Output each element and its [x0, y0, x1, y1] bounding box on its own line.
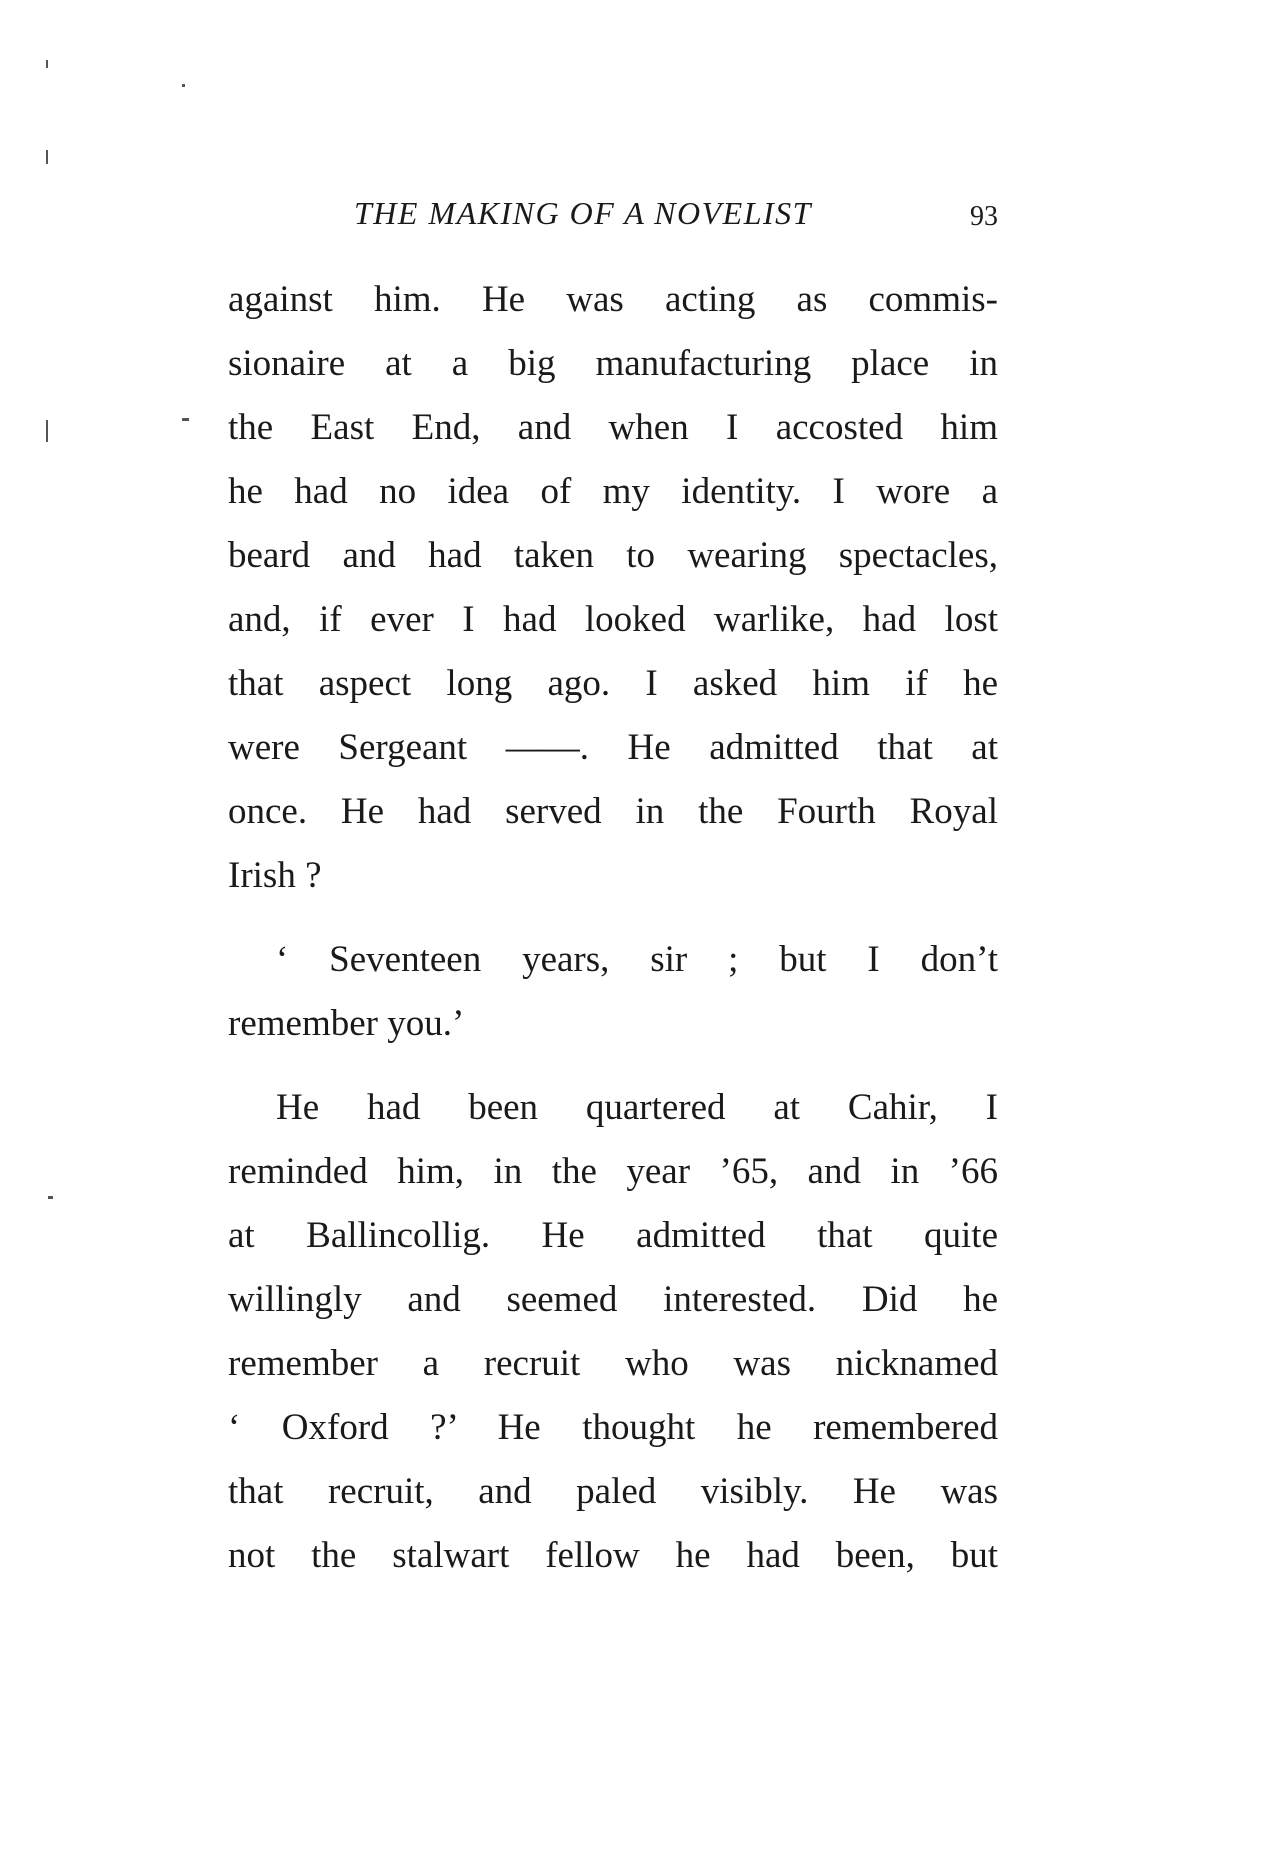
- text-line: and, if ever I had looked warlike, had lost: [228, 599, 998, 640]
- scan-speck: [46, 420, 48, 442]
- text-line: at Ballincollig. He admitted that quite: [228, 1215, 998, 1256]
- scan-speck: [46, 60, 48, 68]
- text-line: ‘ Oxford ?’ He thought he remembered: [228, 1407, 998, 1448]
- paragraph: [228, 1076, 998, 1588]
- paragraph: [228, 268, 998, 908]
- text-line: were Sergeant ——. He admitted that at: [228, 727, 998, 768]
- text-line: reminded him, in the year ’65, and in ’66: [228, 1151, 998, 1192]
- scan-speck: [48, 1196, 53, 1199]
- text-line: sionaire at a big manufacturing place in: [228, 343, 998, 384]
- paragraph: [228, 928, 998, 1056]
- text-line: willingly and seemed interested. Did he: [228, 1279, 998, 1320]
- scan-speck: [182, 418, 189, 421]
- text-line: he had no idea of my identity. I wore a: [228, 471, 998, 512]
- text-line: that recruit, and paled visibly. He was: [228, 1471, 998, 1512]
- text-line: not the stalwart fellow he had been, but: [228, 1535, 998, 1576]
- page-number: 93: [970, 201, 998, 232]
- text-line: He had been quartered at Cahir, I: [276, 1087, 998, 1128]
- text-line: ‘ Seventeen years, sir ; but I don’t: [276, 939, 998, 980]
- text-line: remember you.’: [228, 1003, 465, 1044]
- running-head: [228, 188, 998, 238]
- text-line: the East End, and when I accosted him: [228, 407, 998, 448]
- body-text: [228, 268, 998, 1588]
- text-line: remember a recruit who was nicknamed: [228, 1343, 998, 1384]
- text-line: against him. He was acting as commis-: [228, 279, 998, 320]
- text-line: once. He had served in the Fourth Royal: [228, 791, 998, 832]
- scan-speck: [182, 84, 185, 87]
- text-line: that aspect long ago. I asked him if he: [228, 663, 998, 704]
- scan-speck: [46, 150, 48, 164]
- running-title: THE MAKING OF A NOVELIST: [354, 195, 812, 231]
- text-line: Irish ?: [228, 855, 322, 896]
- text-line: beard and had taken to wearing spectacles,: [228, 535, 998, 576]
